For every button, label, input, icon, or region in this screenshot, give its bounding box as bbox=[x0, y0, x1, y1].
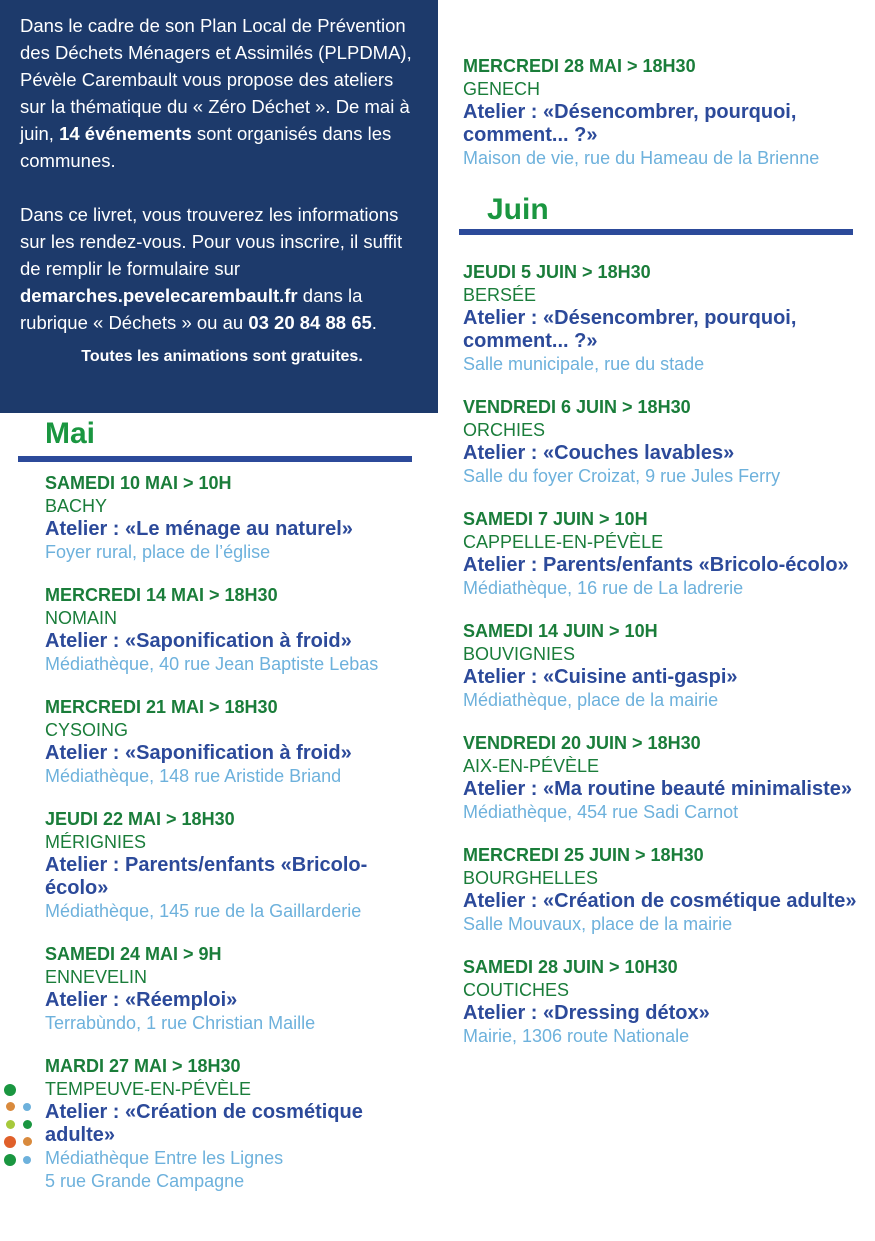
month-header-mai bbox=[18, 418, 412, 462]
event-town: NOMAIN bbox=[45, 608, 117, 628]
event-town: BERSÉE bbox=[463, 285, 537, 305]
event-date: SAMEDI 7 JUIN > 10H bbox=[463, 509, 648, 529]
event-place: Salle du foyer Croizat, 9 rue Jules Ferry bbox=[463, 466, 781, 486]
event-place: Médiathèque Entre les Lignes bbox=[45, 1148, 284, 1168]
intro-text: sont organisés dans les communes. bbox=[20, 123, 392, 171]
event-place: Médiathèque, place de la mairie bbox=[463, 690, 719, 710]
event-place: Médiathèque, 16 rue de La ladrerie bbox=[463, 578, 744, 598]
event-town: COUTICHES bbox=[463, 980, 570, 1000]
event-place: Médiathèque, 145 rue de la Gaillarderie bbox=[45, 901, 362, 921]
intro-paragraph-2 bbox=[20, 201, 424, 336]
dot-icon bbox=[23, 1103, 31, 1111]
month-title: Mai bbox=[45, 417, 96, 450]
event-date: SAMEDI 10 MAI > 10H bbox=[45, 473, 232, 493]
intro-panel bbox=[0, 0, 438, 413]
events-list-mai-continued bbox=[463, 55, 863, 190]
event-town: ENNEVELIN bbox=[45, 967, 148, 987]
dot-icon bbox=[4, 1136, 16, 1148]
event-item bbox=[463, 620, 863, 712]
event-title: Atelier : «Ma routine beauté minimaliste» bbox=[463, 778, 852, 800]
event-town: AIX-EN-PÉVÈLE bbox=[463, 756, 600, 776]
event-title: Atelier : «Saponification à froid» bbox=[45, 742, 352, 764]
dot-icon bbox=[23, 1137, 32, 1146]
event-title: Atelier : «Création de cosmétique adulte» bbox=[463, 890, 857, 912]
event-title: Atelier : «Saponification à froid» bbox=[45, 630, 352, 652]
event-town: MÉRIGNIES bbox=[45, 832, 147, 852]
event-date: MERCREDI 14 MAI > 18H30 bbox=[45, 585, 278, 605]
month-divider bbox=[18, 456, 412, 462]
event-title: Atelier : «Couches lavables» bbox=[463, 442, 735, 464]
dot-icon bbox=[23, 1156, 31, 1164]
dot-icon bbox=[4, 1154, 16, 1166]
event-date: MERCREDI 28 MAI > 18H30 bbox=[463, 56, 696, 76]
event-title: Atelier : «Création de cosmétique adulte» bbox=[45, 1101, 363, 1146]
event-place: Salle Mouvaux, place de la mairie bbox=[463, 914, 733, 934]
event-place: Maison de vie, rue du Hameau de la Brienne bbox=[463, 148, 820, 168]
event-date: MERCREDI 21 MAI > 18H30 bbox=[45, 697, 278, 717]
month-title: Juin bbox=[487, 193, 549, 226]
event-date: MARDI 27 MAI > 18H30 bbox=[45, 1056, 241, 1076]
event-place: Salle municipale, rue du stade bbox=[463, 354, 705, 374]
event-title: Atelier : «Désencombrer, pourquoi, comment... ?» bbox=[463, 101, 797, 146]
event-date: SAMEDI 24 MAI > 9H bbox=[45, 944, 222, 964]
event-title: Atelier : Parents/enfants «Bricolo-écolo» bbox=[45, 854, 368, 899]
event-item bbox=[45, 472, 425, 564]
event-title: Atelier : «Dressing détox» bbox=[463, 1002, 710, 1024]
event-item bbox=[463, 956, 863, 1048]
intro-paragraph-1 bbox=[20, 12, 424, 174]
event-item bbox=[45, 696, 425, 788]
event-town: CAPPELLE-EN-PÉVÈLE bbox=[463, 532, 664, 552]
event-date: VENDREDI 20 JUIN > 18H30 bbox=[463, 733, 701, 753]
intro-text: Dans le cadre de son Plan Local de Prévention des Déchets Ménagers et Assimilés (PLPDMA), Pévèle Carembault vous propose des ateliers sur la thématique du « Zéro Déchet ». De mai à juin, bbox=[20, 15, 412, 144]
event-town: TEMPEUVE-EN-PÉVÈLE bbox=[45, 1079, 252, 1099]
dot-icon bbox=[6, 1120, 15, 1129]
event-item bbox=[463, 844, 863, 936]
registration-link[interactable]: demarches.pevelecarembault.fr bbox=[20, 285, 298, 306]
event-title: Atelier : «Réemploi» bbox=[45, 989, 238, 1011]
event-place: Terrabùndo, 1 rue Christian Maille bbox=[45, 1013, 316, 1033]
event-title: Atelier : «Cuisine anti-gaspi» bbox=[463, 666, 738, 688]
events-list-juin bbox=[463, 261, 863, 1068]
event-item bbox=[463, 396, 863, 488]
event-town: GENECH bbox=[463, 79, 541, 99]
event-item bbox=[463, 732, 863, 824]
event-item bbox=[463, 508, 863, 600]
dot-icon bbox=[6, 1102, 15, 1111]
event-place: Mairie, 1306 route Nationale bbox=[463, 1026, 690, 1046]
intro-count: 14 événements bbox=[59, 123, 192, 144]
dot-icon bbox=[4, 1084, 16, 1096]
event-item bbox=[45, 1055, 425, 1193]
event-title: Atelier : Parents/enfants «Bricolo-écolo» bbox=[463, 554, 849, 576]
event-item bbox=[45, 943, 425, 1035]
event-title: Atelier : «Désencombrer, pourquoi, comment... ?» bbox=[463, 307, 797, 352]
event-town: BOURGHELLES bbox=[463, 868, 599, 888]
event-item bbox=[45, 584, 425, 676]
event-place: Médiathèque, 454 rue Sadi Carnot bbox=[463, 802, 739, 822]
event-date: SAMEDI 14 JUIN > 10H bbox=[463, 621, 658, 641]
event-item bbox=[463, 55, 863, 170]
event-title: Atelier : «Le ménage au naturel» bbox=[45, 518, 353, 540]
phone-number[interactable]: 03 20 84 88 65 bbox=[248, 312, 372, 333]
event-place: 5 rue Grande Campagne bbox=[45, 1171, 245, 1191]
month-divider bbox=[459, 229, 853, 235]
event-date: JEUDI 5 JUIN > 18H30 bbox=[463, 262, 651, 282]
month-header-juin bbox=[459, 194, 853, 235]
intro-text: Dans ce livret, vous trouverez les informations sur les rendez-vous. Pour vous inscrire, il suffit de remplir le formulaire sur bbox=[20, 204, 403, 279]
event-place: Médiathèque, 40 rue Jean Baptiste Lebas bbox=[45, 654, 379, 674]
event-date: JEUDI 22 MAI > 18H30 bbox=[45, 809, 235, 829]
dot-icon bbox=[23, 1120, 32, 1129]
event-town: CYSOING bbox=[45, 720, 129, 740]
event-item bbox=[45, 808, 425, 923]
decorative-dots bbox=[4, 1084, 36, 1174]
event-town: ORCHIES bbox=[463, 420, 546, 440]
event-town: BACHY bbox=[45, 496, 108, 516]
intro-text: . bbox=[371, 312, 377, 333]
intro-text: dans la rubrique « Déchets » ou au bbox=[20, 285, 363, 333]
event-date: VENDREDI 6 JUIN > 18H30 bbox=[463, 397, 691, 417]
event-place: Foyer rural, place de l’église bbox=[45, 542, 271, 562]
event-date: MERCREDI 25 JUIN > 18H30 bbox=[463, 845, 704, 865]
event-place: Médiathèque, 148 rue Aristide Briand bbox=[45, 766, 342, 786]
event-date: SAMEDI 28 JUIN > 10H30 bbox=[463, 957, 678, 977]
event-town: BOUVIGNIES bbox=[463, 644, 576, 664]
events-list-mai bbox=[45, 472, 425, 1213]
free-notice: Toutes les animations sont gratuites. bbox=[81, 348, 363, 365]
event-item bbox=[463, 261, 863, 376]
